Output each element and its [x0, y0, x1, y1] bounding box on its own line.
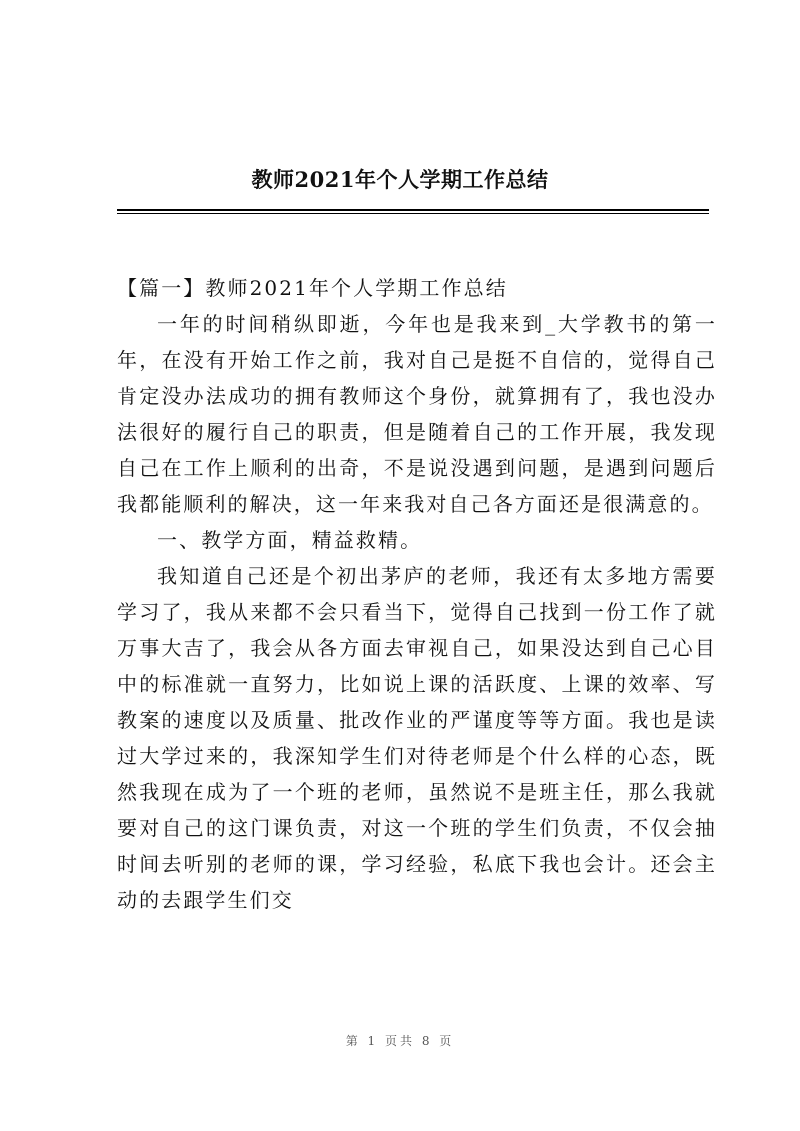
document-body	[117, 270, 717, 918]
subheading-teaching: 一、教学方面，精益救精。	[157, 528, 423, 552]
paragraph-intro: 一年的时间稍纵即逝，今年也是我来到_大学教书的第一年，在没有开始工作之前，我对自己是挺不自信的，觉得自己肯定没办法成功的拥有教师这个身份，就算拥有了，我也没办法很好的履行自己的职责，但是随着自己的工作开展，我发现自己在工作上顺利的出奇，不是说没遇到问题，是遇到问题后我都能顺利的解决，这一年来我对自己各方面还是很满意的。	[117, 312, 717, 516]
document-title: 教师2021年个人学期工作总结	[251, 167, 549, 192]
title-divider-thick	[117, 209, 709, 211]
page-footer: 第 1 页共 8 页	[345, 1034, 455, 1048]
section-heading: 【篇一】教师2021年个人学期工作总结	[117, 276, 508, 300]
title-divider-thin	[117, 213, 709, 214]
paragraph-teaching: 我知道自己还是个初出茅庐的老师，我还有太多地方需要学习了，我从来都不会只看当下，觉得自己找到一份工作了就万事大吉了，我会从各方面去审视自己，如果没达到自己心目中的标准就一直努力，比如说上课的活跃度、上课的效率、写教案的速度以及质量、批改作业的严谨度等等方面。我也是读过大学过来的，我深知学生们对待老师是个什么样的心态，既然我现在成为了一个班的老师，虽然说不是班主任，那么我就要对自己的这门课负责，对这一个班的学生们负责，不仅会抽时间去听别的老师的课，学习经验，私底下我也会计。还会主动的去跟学生们交	[117, 564, 717, 912]
